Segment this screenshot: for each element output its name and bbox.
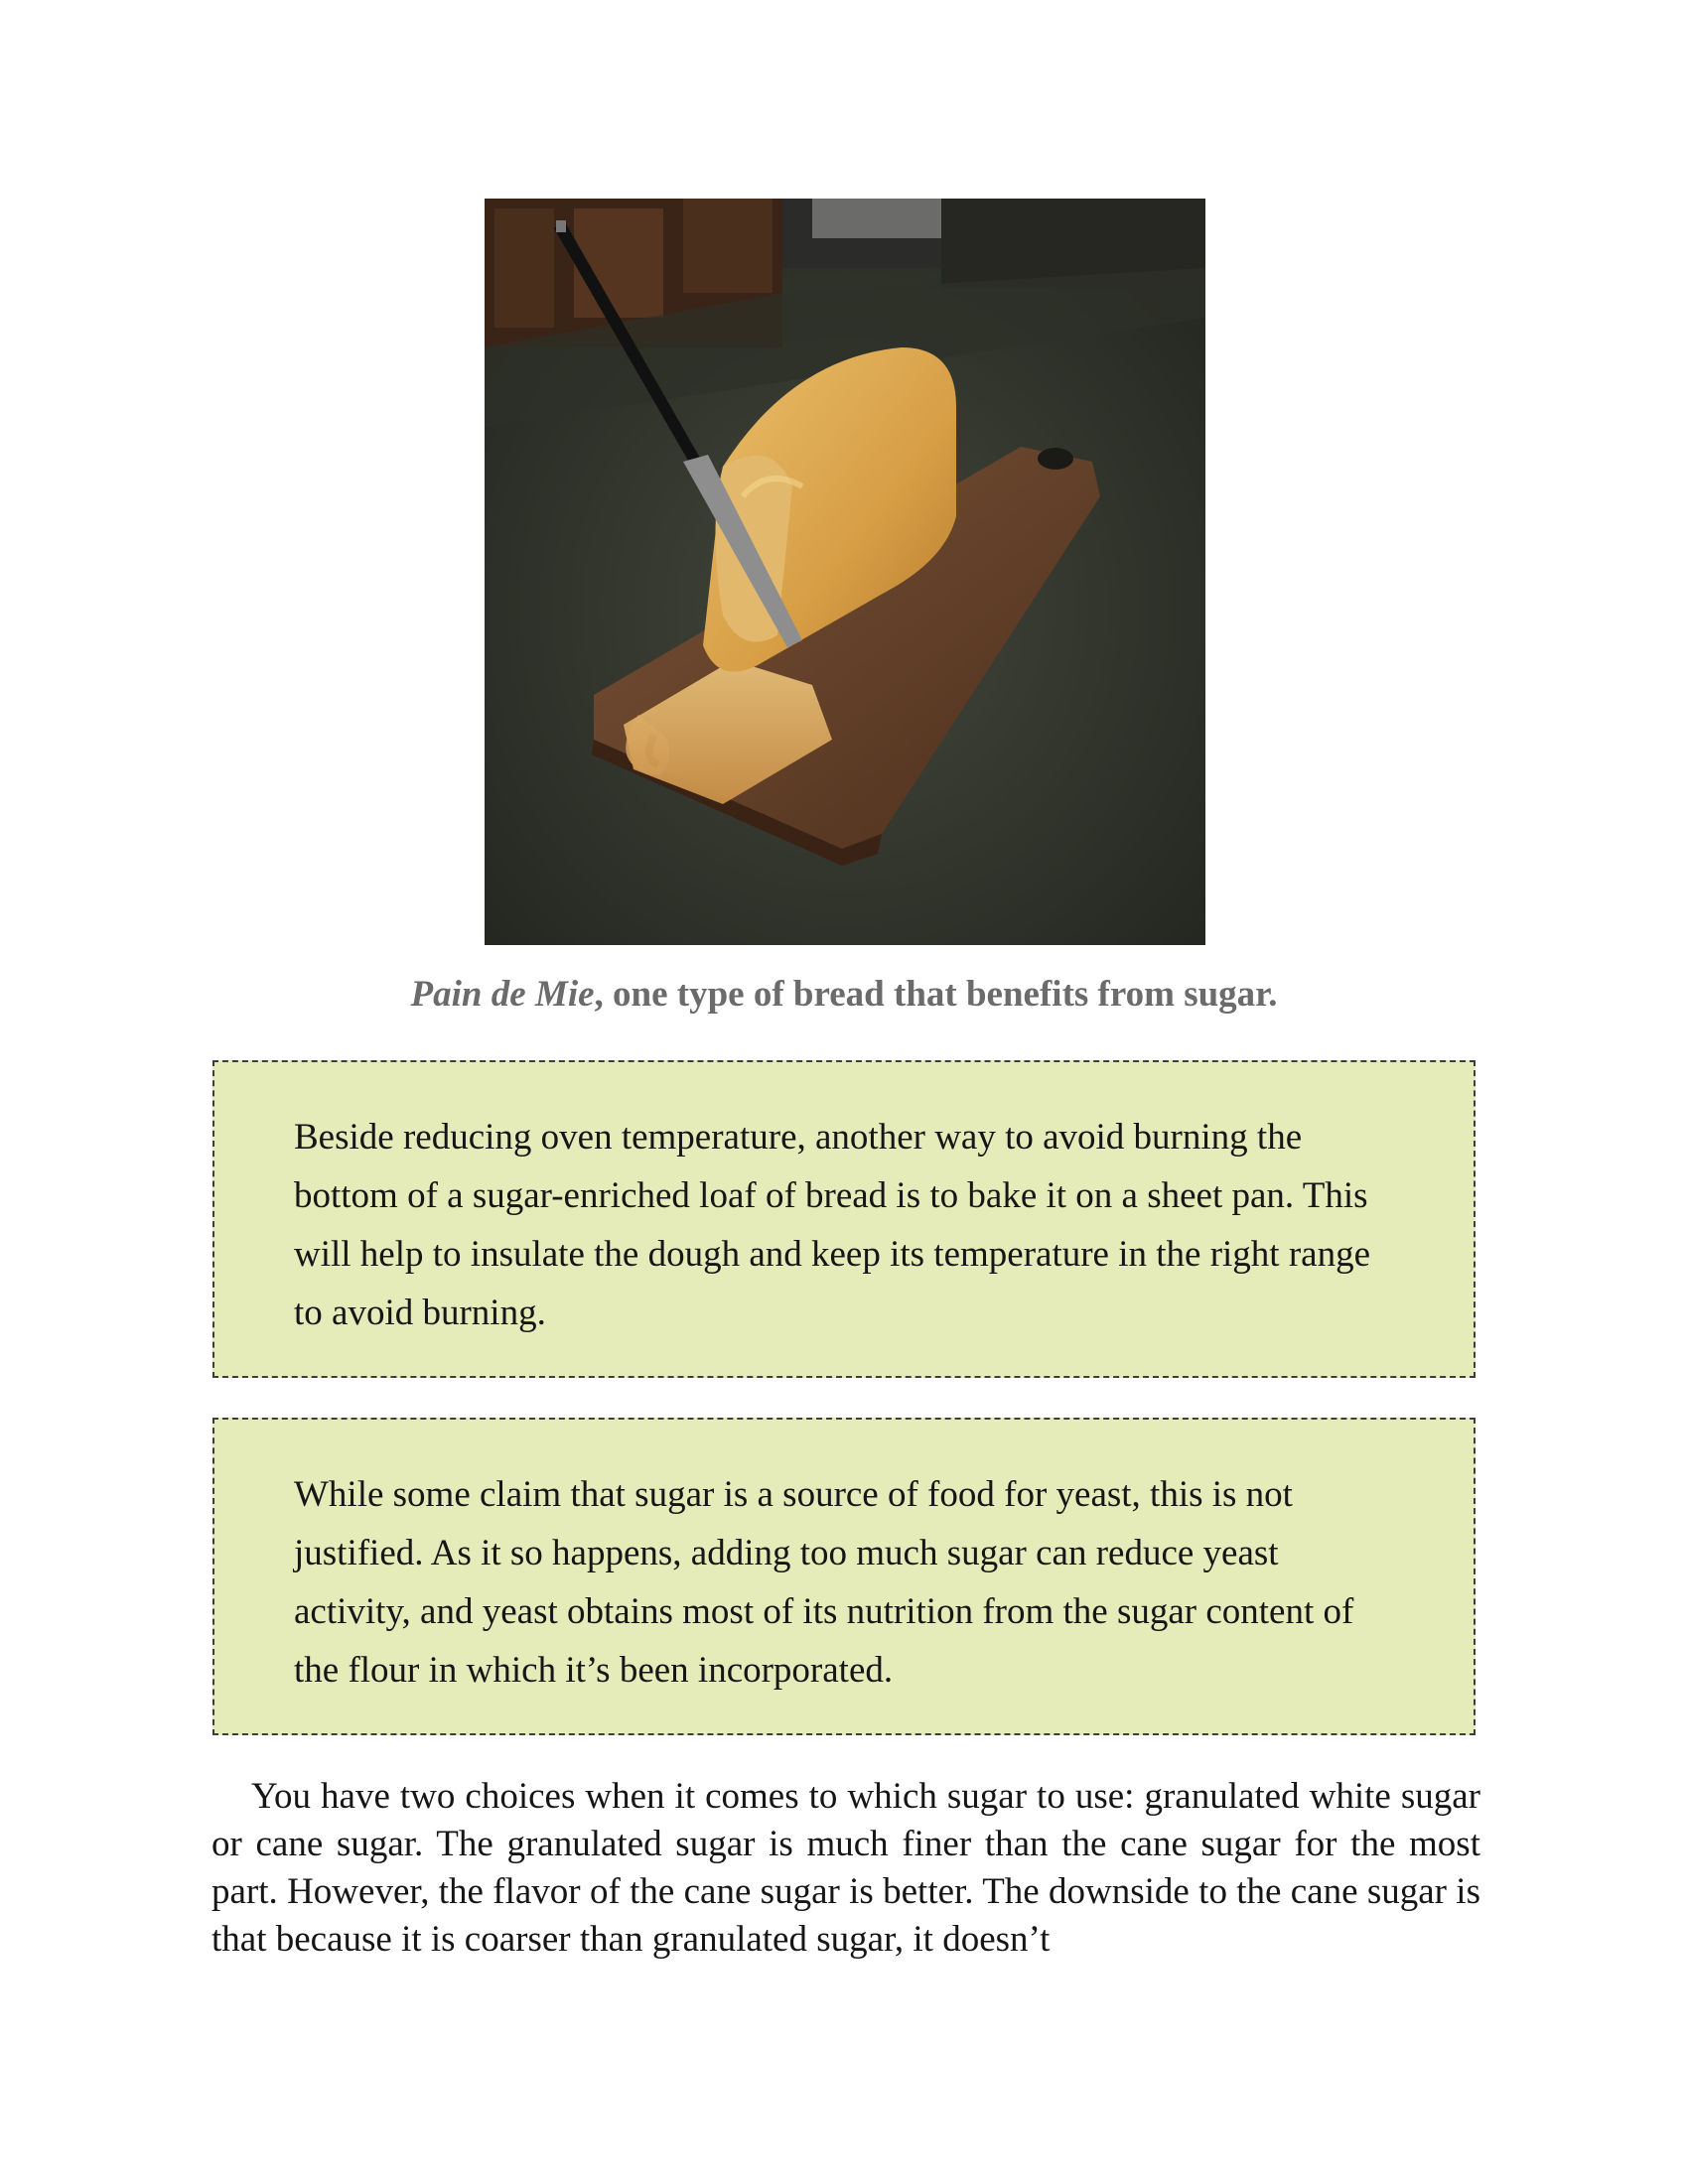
callout-text: Beside reducing oven temperature, another way to avoid burning the bottom of a sugar-enriched loaf of bread is to bake it on a sheet pan. This will help to insulate the dough and keep its temperature in the right range to avoid burning. — [294, 1117, 1371, 1333]
body-paragraph: You have two choices when it comes to which sugar to use: granulated white sugar or cane sugar. The granulated sugar is much finer than the cane sugar for the most part. However, the flavor of the cane sugar is better. The downside to the cane sugar is that because it is coarser than granulated sugar, it doesn’t — [211, 1776, 1480, 1960]
callout-box — [212, 1060, 1476, 1378]
callout-box — [212, 1418, 1476, 1735]
bread-photo — [485, 199, 1205, 945]
caption-rest: , one type of bread that benefits from sugar. — [594, 974, 1278, 1015]
callout-text: While some claim that sugar is a source of food for yeast, this is not justified. As it so happens, adding too much sugar can reduce yeast activity, and yeast obtains most of its nutrition from the sugar content of the flour in which it’s been incorporated. — [294, 1474, 1354, 1691]
caption-italic: Pain de Mie — [410, 974, 595, 1015]
figure-caption — [211, 973, 1477, 1017]
